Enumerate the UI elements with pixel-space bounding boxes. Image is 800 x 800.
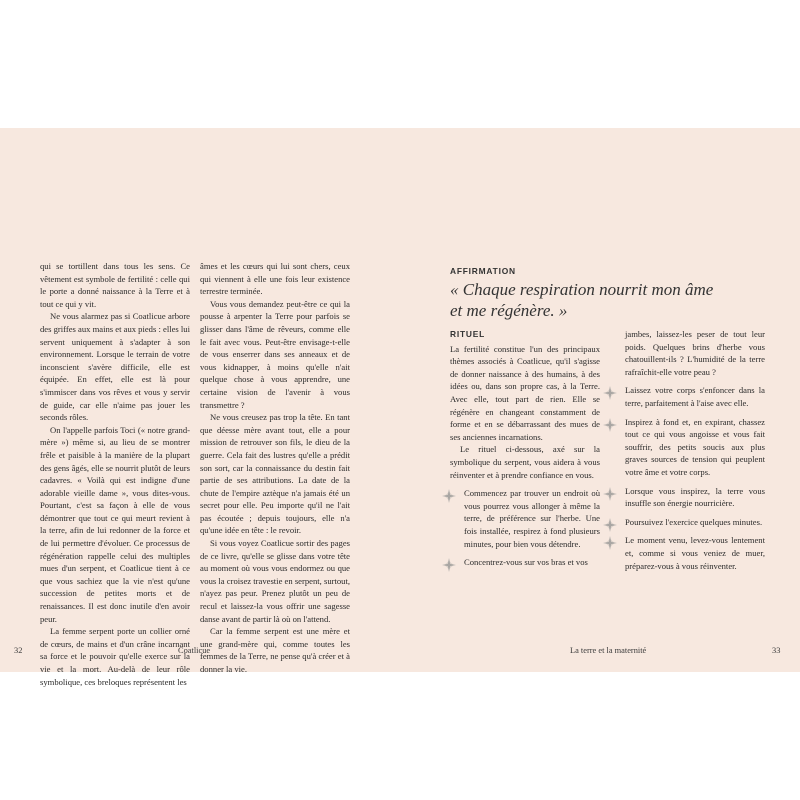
affirmation-quote-line-2: et me régénère. » [450,301,568,320]
paragraph: On l'appelle parfois Toci (« notre grand-mère ») même si, au lieu de se montrer frêle et paisible à la manière de la plupart des gens âgés, elle se nourrit plutôt de leurs cadavres. « Voilà qui est indigne d'une adorable vieille dame », vous dites-vous. Pourtant, c'est sa façon à elle de vous démontrer que tout ce qui meurt revient à la terre, afin de lui redonner de la force et de lui permettre d'évoluer. Ce processus de régénération rappelle celui des multiples mues d'un serpent, et Coatlicue tient à ce que vous sachiez que la vie n'est qu'une succession de petites morts et de renaissances. Il est donc inutile d'en avoir peur. [40,424,190,624]
ritual-step-continuation: jambes, laissez-les peser de tout leur poids. Quelques brins d'herbe vous chatouillent-ils ? L'humidité de la terre rafraîchit-elle votre peau ? [625,329,765,377]
paragraph: Vous vous demandez peut-être ce qui la pousse à arpenter la Terre pour parfois se glisser dans l'âme de rêveurs, comme elle le fait avec vous. Peut-être envisage-t-elle de vous enserrer dans ses anneaux et de vous kidnapper, à moins qu'elle n'ait quelque chose à vous apprendre, une certaine vision de l'avenir à vous transmettre ? [200,298,350,410]
ritual-step-text: Laissez votre corps s'enfoncer dans la terre, parfaitement à l'aise avec elle. [625,385,765,408]
rituel-column [450,328,600,575]
sparkle-star-icon [603,487,617,501]
ritual-step [625,516,765,529]
sparkle-star-icon [442,489,456,503]
paragraph: La femme serpent porte un collier orné de cœurs, de mains et d'un crâne incarnant sa force et le pouvoir qu'elle exerce sur la vie et la mort. Au-delà de leur rôle symbolique, ces breloques représentent les [40,626,190,687]
right-page-column-2 [625,328,765,578]
sparkle-star-icon [603,518,617,532]
rituel-intro-2: Le rituel ci-dessous, axé sur la symbolique du serpent, vous aidera à vous réinventer et à prendre confiance en vous. [450,444,600,480]
rituel-intro: La fertilité constitue l'un des principaux thèmes associés à Coatlicue, qu'il s'agisse de donner naissance à des humains, à des idées ou, dans son propre cas, à la Terre. Avec elle, tout part de rien. Elle se régénère en changeant constamment de forme et en se débarrassant des mues de ses anciennes incarnations. [450,343,600,442]
paragraph: Car la femme serpent est une mère et une grand-mère qui, comme toutes les femmes de la Terre, ne pense qu'à créer et à donner la vie. [200,626,350,674]
left-running-title: Coatlicue [178,646,211,655]
left-page-column-1 [40,260,190,688]
ritual-step-text: Le moment venu, levez-vous lentement et, comme si vous veniez de muer, préparez-vous à vous réinventer. [625,535,765,571]
ritual-step [625,534,765,572]
ritual-step-text: Poursuivez l'exercice quelques minutes. [625,516,763,527]
affirmation-label: AFFIRMATION [450,266,516,276]
ritual-step-text: Concentrez-vous sur vos bras et vos [464,557,588,568]
rituel-label: RITUEL [450,329,486,339]
paragraph: âmes et les cœurs qui lui sont chers, ceux qui viennent à elle une fois leur existence terrestre terminée. [200,261,350,297]
paragraph: qui se tortillent dans tous les sens. Ce vêtement est symbole de fertilité : celle qui le porte a donné naissance à la Terre et à tout ce qui y vit. [40,261,190,309]
ritual-step [450,556,600,569]
affirmation-block [450,266,770,321]
book-spread [0,128,800,687]
ritual-steps-right [625,384,765,572]
ritual-step [450,487,600,550]
left-page-number: 32 [14,646,23,655]
sparkle-star-icon [603,386,617,400]
ritual-step [625,416,765,479]
sparkle-star-icon [442,558,456,572]
right-running-title: La terre et la maternité [570,646,647,655]
paragraph: Ne vous alarmez pas si Coatlicue arbore des griffes aux mains et aux pieds : elles lui servent uniquement à s'adapter à son environnement. Lorsque le terrain de votre inconscient s'avère difficile, elle est équipée. En effet, elle est là pour s'immiscer dans vos rêves et vous y servir de guide, car elle n'aime pas jouer les seconds rôles. [40,311,190,423]
ritual-steps-left [450,487,600,569]
ritual-step-text: Commencez par trouver un endroit où vous pourrez vous allonger à même la terre, de préférence sur l'herbe. Une fois installée, respirez à fond plusieurs minutes, pour bien vous détendre. [464,488,600,549]
ritual-step [625,485,765,510]
sparkle-star-icon [603,536,617,550]
left-page-column-2 [200,260,350,676]
paragraph: Si vous voyez Coatlicue sortir des pages de ce livre, qu'elle se glisse dans votre tête au moment où vous vous endormez ou que vous la croisez travestie en serpent, surtout, n'ayez pas peur. Prenez plutôt un peu de recul et laissez-la vous offrir une sagesse danse avant de partir là où on l'attend. [200,538,350,624]
affirmation-quote-line-1: « Chaque respiration nourrit mon âme [450,280,714,299]
ritual-step-text: Inspirez à fond et, en expirant, chassez tout ce qui vous angoisse et vous fait souffrir, des petits soucis aux plus graves sources de tension qui peuplent votre âme et votre corps. [625,416,765,477]
right-page-number: 33 [772,646,781,655]
ritual-step-text: Lorsque vous inspirez, la terre vous insuffle son énergie nourricière. [625,485,765,509]
ritual-step [625,384,765,409]
paragraph: Ne vous creusez pas trop la tête. En tant que déesse mère avant tout, elle a pour mission de retrouver son fils, le dieu de la guerre. Cela fait des lustres qu'elle a prédit son sort, car la connaissance du destin fait partie de ses attributions. La date de la chute de l'empire aztèque n'a jamais été un secret pour elle. Peu importe qu'il ne l'ait pas écoutée ; depuis toujours, elle n'a qu'une idée en tête : le revoir. [200,412,350,536]
sparkle-star-icon [603,418,617,432]
